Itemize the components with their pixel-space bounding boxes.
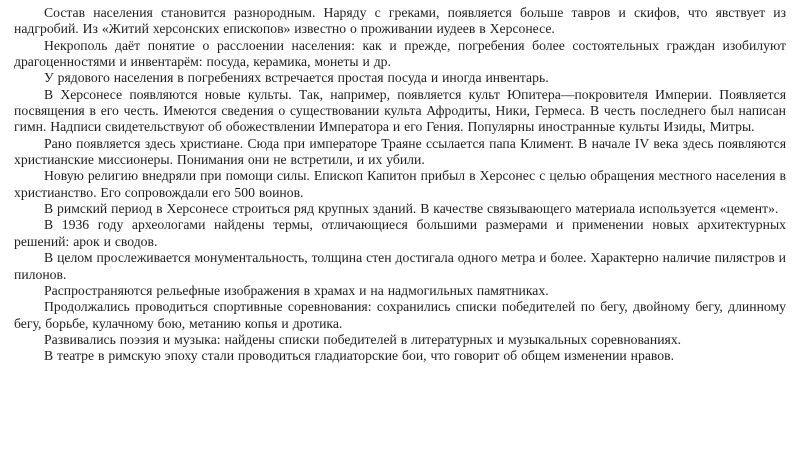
paragraph-new-cults: В Херсонесе появляются новые культы. Так, например, появляется культ Юпитера—покровителя Империи. Появляется посвящения в его честь. Имеются сведения о существовании культа Афродиты, Ники, Гермеса. В честь последнего был написан гимн. Надписи свидетельствуют об обожествлении Императора и его Гения. Популярны иностранные культы Изиды, Митры. <box>14 86 786 135</box>
paragraph-relief-images: Распространяются рельефные изображения в храмах и на надмогильных памятниках. <box>44 282 549 298</box>
paragraph-early-christians: Рано появляется здесь христиане. Сюда при императоре Траяне ссылается папа Климент. В начале IV века здесь появляются христианские миссионеры. Понимания они не встретили, и их убили. <box>14 135 786 168</box>
paragraph-thermae-1936: В 1936 году археологами найдены термы, отличающиеся большими размерами и применении новых архитектурных решений: арок и сводов. <box>14 217 786 249</box>
paragraph-sport-competitions: Продолжались проводиться спортивные соревнования: сохранились списки победителей по бегу, двойному бегу, длинному бегу, борьбе, кулачному бою, метанию копья и дротика. <box>14 299 786 331</box>
paragraph-roman-period-buildings: В римский период в Херсонесе строиться ряд крупных зданий. В качестве связывающего материала используется «цемент». <box>44 201 779 217</box>
paragraph-poetry-music: Развивались поэзия и музыка: найдены списки победителей в литературных и музыкальных соревнованиях. <box>44 331 682 347</box>
paragraph-new-religion-by-force: Новую религию внедряли при помощи силы. Епископ Капитон прибыл в Херсонес с целью обращения местного населения в христианство. Его сопровождали его 500 воинов. <box>14 168 786 200</box>
paragraph-gladiator-fights: В театре в римскую эпоху стали проводиться гладиаторские бои, что говорит об общем изменении нравов. <box>44 348 674 364</box>
paragraph-necropolis: Некрополь даёт понятие о расслоении населения: как и прежде, погребения более состоятельных граждан изобилуют драгоценностями и инвентарём: посуда, керамика, монеты и др. <box>14 37 786 70</box>
paragraph-monumentality: В целом прослеживается монументальность, толщина стен достигала одного метра и более. Характерно наличие пилястров и пилонов. <box>14 250 786 282</box>
paragraph-common-people-burials: У рядового населения в погребениях встречается простая посуда и иногда инвентарь. <box>44 70 549 86</box>
paragraph-population-composition: Состав населения становится разнородным. Наряду с греками, появляется больше тавров и скифов, что явствует из надгробий. Из «Житий херсонских епископов» известно о проживании иудеев в Херсонесе. <box>14 5 786 37</box>
